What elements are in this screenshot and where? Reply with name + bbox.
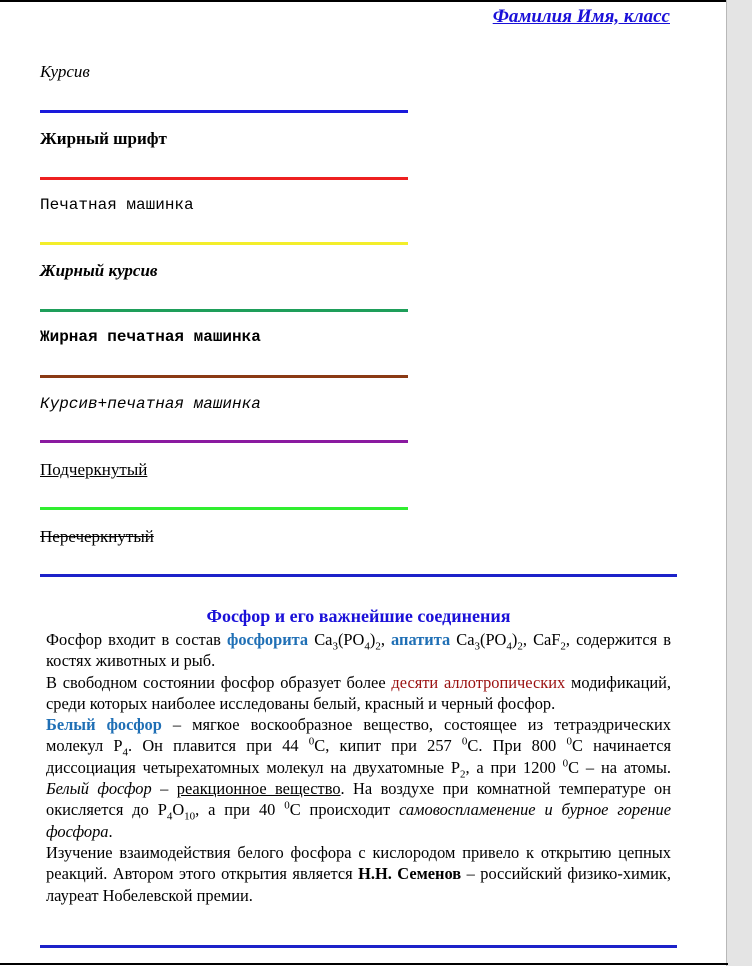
section-divider-bottom	[40, 945, 677, 948]
page-top-border	[0, 0, 728, 2]
rule-purple	[40, 440, 408, 443]
article-paragraph-3: Белый фосфор – мягкое воскообразное вещество, состоящее из тетраэдрических молекул $P_4$. Он плавится при 44 $^0$С, кипит при 257 $^0$С. При 800 $^0$С начинается диссоциация четырехатомных молекул на двухатомные $P_2$, а при 1200 $^0$С – на атомы. Белый фосфор – реакционное вещество. На воздухе при комнатной температуре он окисляется до $P_4O_{10}$, а при 40 $^0$С происходит самовоспламенение и бурное горение фосфора.	[46, 715, 672, 841]
keyword-apatite: апатита	[391, 630, 451, 649]
page-right-margin	[726, 0, 752, 966]
keyword-phosphorite: фосфорита	[226, 630, 309, 649]
rule-blue	[40, 110, 408, 113]
sample-strikethrough: Перечеркнутый	[40, 527, 154, 546]
article-paragraph-2: В свободном состоянии фосфор образует более десяти аллотропических модификаций, среди которых наиболее исследованы белый, красный и черный фосфор.	[46, 672, 671, 713]
rule-red	[40, 177, 408, 180]
keyword-white-phosphorus: Белый фосфор	[46, 715, 162, 735]
page-bottom-border	[0, 963, 728, 965]
article-paragraph-4: Изучение взаимодействия белого фосфора с кислородом привело к открытию цепных реакций. Автором этого открытия является Н.Н. Семенов – российский физико-химик, лауреат Нобелевской премии.	[46, 842, 671, 905]
rule-green	[40, 309, 408, 312]
sample-bold-italic: Жирный курсив	[40, 261, 158, 280]
sample-italic: Курсив	[40, 62, 90, 81]
article-paragraph-1: Фосфор входит в состав фосфорита $Ca_3(PO_4)_2$, апатита $Ca_3(PO_4)_2$, CaF$_2$, содержится в костях животных и рыб.	[46, 630, 671, 671]
highlight-allotropic: десяти аллотропических	[391, 672, 566, 692]
section-divider-top	[40, 574, 677, 577]
sample-underlined: Подчеркнутый	[40, 460, 148, 479]
sample-typewriter: Печатная машинка	[40, 196, 194, 214]
sample-bold-typewriter: Жирная печатная машинка	[40, 328, 261, 346]
article	[46, 603, 671, 906]
header-name-class-link[interactable]: Фамилия Имя, класс	[492, 6, 670, 27]
rule-light-green	[40, 507, 408, 510]
sample-bold: Жирный шрифт	[40, 129, 167, 148]
article-title: Фосфор и его важнейшие соединения	[206, 606, 511, 626]
sample-italic-typewriter: Курсив+печатная машинка	[40, 395, 261, 413]
rule-yellow	[40, 242, 408, 245]
author-name: Н.Н. Семенов	[358, 864, 462, 884]
rule-brown	[40, 375, 408, 378]
